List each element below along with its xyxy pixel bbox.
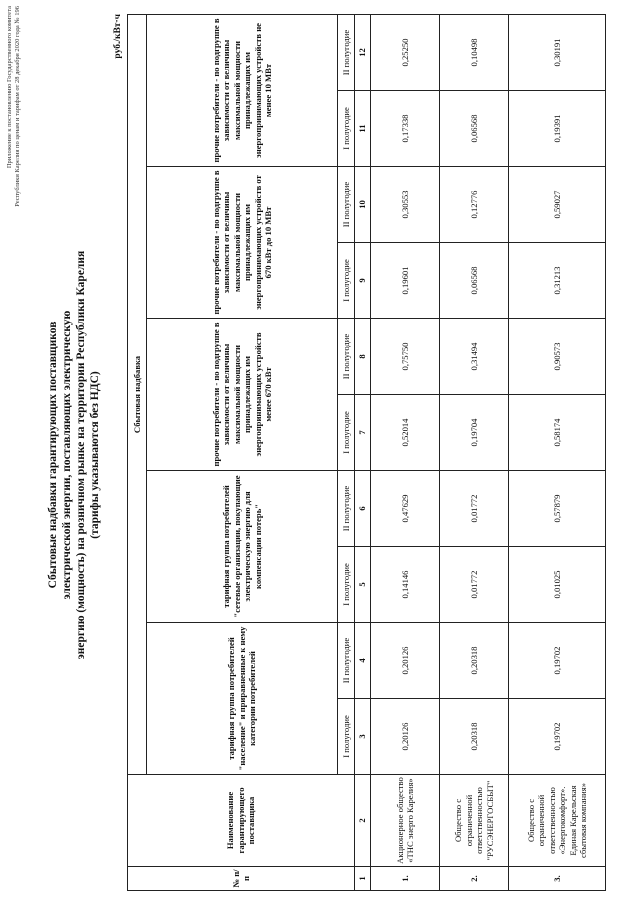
value-cell: 0,19702 [509, 699, 606, 775]
header-row-halves [338, 14, 355, 890]
half-2-label: II полугодие [338, 623, 355, 699]
value-cell: 0,47629 [371, 471, 440, 547]
header-row-group [128, 14, 147, 890]
value-cell: 0,19702 [509, 623, 606, 699]
table-row [371, 14, 440, 890]
value-cell: 0,06568 [440, 243, 509, 319]
half-2-label: II полугодие [338, 167, 355, 243]
column-number: 8 [355, 319, 371, 395]
column-number: 10 [355, 167, 371, 243]
title-line: Сбытовые надбавки гарантирующих поставщиков [47, 321, 59, 589]
value-cell: 0,30191 [509, 14, 606, 90]
row-number: 2. [440, 867, 509, 891]
value-cell: 0,59027 [509, 167, 606, 243]
half-1-label: I полугодие [338, 91, 355, 167]
title-line: электрической энергии, поставляющих электрическую [61, 310, 73, 600]
supplier-name: Общество с ограниченной ответственностью "РУСЭНЕРГОСБЫТ" [440, 775, 509, 867]
category-network-orgs: тарифная группа потребителей "сетевые организации, покупающие электрическую энергию для компенсации потерь" [147, 471, 338, 623]
tariff-table [127, 14, 606, 891]
title-line: (тарифы указываются без НДС) [89, 371, 101, 539]
supplier-name: Акционерное общество «ТНС энерго Карелия» [371, 775, 440, 867]
row-number: 3. [509, 867, 606, 891]
value-cell: 0,31213 [509, 243, 606, 319]
column-number: 11 [355, 91, 371, 167]
column-number: 7 [355, 395, 371, 471]
column-number-row [355, 14, 371, 890]
half-2-label: II полугодие [338, 471, 355, 547]
approval-note-line: Приложение к постановлению Государственного комитета [6, 6, 13, 169]
value-cell: 0,14146 [371, 547, 440, 623]
column-number: 9 [355, 243, 371, 319]
value-cell: 0,57879 [509, 471, 606, 547]
column-number: 1 [355, 867, 371, 891]
document-title [46, 75, 102, 835]
value-cell: 0,19704 [440, 395, 509, 471]
supplier-col-header: Наименование гарантирующего поставщика [128, 775, 355, 867]
table-row [509, 14, 606, 890]
half-1-label: I полугодие [338, 243, 355, 319]
category-over-10mw: прочие потребители - по подгруппе в зависимости от величины максимальной мощности принадлежащих им энергопринимающих устройств не менее 10 МВт [147, 14, 338, 166]
value-cell: 0,30553 [371, 167, 440, 243]
value-cell: 0,06568 [440, 91, 509, 167]
column-number: 3 [355, 699, 371, 775]
table-row [440, 14, 509, 890]
value-cell: 0,20318 [440, 623, 509, 699]
value-cell: 0,25250 [371, 14, 440, 90]
value-cell: 0,17338 [371, 91, 440, 167]
value-cell: 0,10498 [440, 14, 509, 90]
group-header: Сбытовая надбавка [128, 14, 147, 774]
title-line: энергию (мощность) на розничном рынке на территории Республики Карелия [75, 250, 87, 660]
value-cell: 0,01025 [509, 547, 606, 623]
category-under-670kw: прочие потребители - по подгруппе в зависимости от величины максимальной мощности принадлежащих им энергопринимающих устройств менее 670 кВт [147, 319, 338, 471]
value-cell: 0,31494 [440, 319, 509, 395]
header-row-categories [147, 14, 338, 890]
value-cell: 0,58174 [509, 395, 606, 471]
approval-note [6, 6, 22, 207]
column-number: 12 [355, 14, 371, 90]
column-number: 2 [355, 775, 371, 867]
half-1-label: I полугодие [338, 547, 355, 623]
value-cell: 0,01772 [440, 471, 509, 547]
value-cell: 0,20126 [371, 623, 440, 699]
value-cell: 0,20318 [440, 699, 509, 775]
half-2-label: II полугодие [338, 319, 355, 395]
unit-label: руб./кВт·ч [113, 14, 123, 59]
row-number: 1. [371, 867, 440, 891]
half-1-label: I полугодие [338, 699, 355, 775]
category-670kw-10mw: прочие потребители - по подгруппе в зависимости от величины максимальной мощности принадлежащих им энергопринимающих устройств от 670 кВт до 10 МВт [147, 167, 338, 319]
column-number: 6 [355, 471, 371, 547]
value-cell: 0,01772 [440, 547, 509, 623]
column-number: 5 [355, 547, 371, 623]
value-cell: 0,52014 [371, 395, 440, 471]
category-population: тарифная группа потребителей "население" и приравненные к нему категории потребителей [147, 623, 338, 775]
approval-note-line: Республики Карелия по ценам и тарифам от 28 декабря 2020 года № 196 [14, 6, 21, 207]
number-col-header: № п/п [128, 867, 355, 891]
value-cell: 0,19601 [371, 243, 440, 319]
value-cell: 0,90573 [509, 319, 606, 395]
half-1-label: I полугодие [338, 395, 355, 471]
column-number: 4 [355, 623, 371, 699]
value-cell: 0,12776 [440, 167, 509, 243]
half-2-label: II полугодие [338, 14, 355, 90]
value-cell: 0,75750 [371, 319, 440, 395]
supplier-name: Общество с ограниченной ответственностью «Энергокомфорт». Единая Карельская сбытовая компания» [509, 775, 606, 867]
value-cell: 0,19391 [509, 91, 606, 167]
value-cell: 0,20126 [371, 699, 440, 775]
